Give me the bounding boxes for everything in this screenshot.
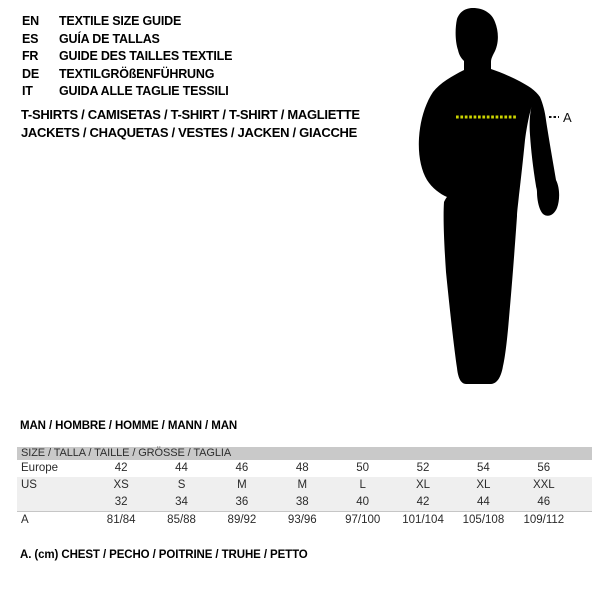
size-cell: XL: [476, 479, 491, 491]
language-code: ES: [22, 31, 39, 46]
size-cell: 40: [356, 496, 370, 508]
size-cell: M: [237, 479, 247, 491]
size-cell: XXL: [532, 479, 555, 491]
size-cell: 44: [477, 496, 490, 508]
size-cell: XL: [416, 479, 431, 491]
size-cell: 93/96: [287, 514, 317, 526]
table-row-chest-a: [17, 511, 592, 528]
table-row-uk: [17, 494, 592, 511]
language-code: IT: [22, 84, 33, 98]
row-label: Europe: [21, 462, 59, 474]
product-line-tshirts: T-SHIRTS / CAMISETAS / T-SHIRT / T-SHIRT / MAGLIETTE: [21, 107, 360, 122]
size-cell: 44: [175, 462, 188, 474]
size-cell: 81/84: [106, 514, 136, 526]
size-cell: 97/100: [345, 514, 381, 526]
size-cell: 89/92: [227, 514, 257, 526]
size-table: [17, 447, 592, 528]
language-code: DE: [22, 66, 39, 81]
language-label: TEXTILE SIZE GUIDE: [59, 14, 182, 28]
size-table-header: SIZE / TALLA / TAILLE / GRÖSSE / TAGLIA: [17, 447, 592, 460]
language-code: FR: [22, 49, 39, 63]
size-cell: XS: [113, 479, 129, 491]
size-cell: 46: [235, 462, 249, 474]
size-cell: 56: [537, 462, 551, 474]
size-cell: 85/88: [167, 514, 196, 526]
size-cell: 46: [537, 496, 551, 508]
size-cell: 54: [477, 462, 490, 474]
size-cell: 42: [114, 462, 128, 474]
size-cell: 42: [416, 496, 430, 508]
size-cell: S: [177, 479, 186, 491]
size-cell: L: [359, 479, 366, 491]
size-cell: 38: [295, 496, 309, 508]
language-label: GUÍA DE TALLAS: [59, 31, 160, 46]
table-row-europe: [17, 460, 592, 477]
language-label: GUIDE DES TAILLES TEXTILE: [59, 49, 233, 63]
language-label: GUIDA ALLE TAGLIE TESSILI: [59, 84, 229, 98]
measure-label-a: A: [563, 110, 572, 125]
size-cell: 34: [175, 496, 188, 508]
size-cell: 105/108: [462, 514, 505, 526]
size-cell: 101/104: [402, 514, 444, 526]
table-row-us: [17, 477, 592, 494]
row-label: US: [21, 479, 37, 491]
size-cell: 32: [114, 496, 128, 508]
size-cell: 48: [295, 462, 309, 474]
product-line-jackets: JACKETS / CHAQUETAS / VESTES / JACKEN / GIACCHE: [21, 124, 357, 140]
measurement-footnote: A. (cm) CHEST / PECHO / POITRINE / TRUHE / PETTO: [20, 549, 308, 561]
size-cell: M: [297, 479, 308, 491]
language-code: EN: [22, 14, 39, 28]
section-title-man: MAN / HOMBRE / HOMME / MANN / MAN: [20, 420, 238, 432]
language-label: TEXTILGRÖßENFÜHRUNG: [59, 66, 215, 81]
size-cell: 50: [356, 462, 370, 474]
row-label: A: [21, 514, 29, 526]
man-silhouette-image: [419, 8, 559, 384]
size-cell: 109/112: [523, 514, 565, 526]
size-cell: 36: [235, 496, 249, 508]
size-cell: 52: [416, 462, 430, 474]
row-label: [17, 494, 91, 511]
